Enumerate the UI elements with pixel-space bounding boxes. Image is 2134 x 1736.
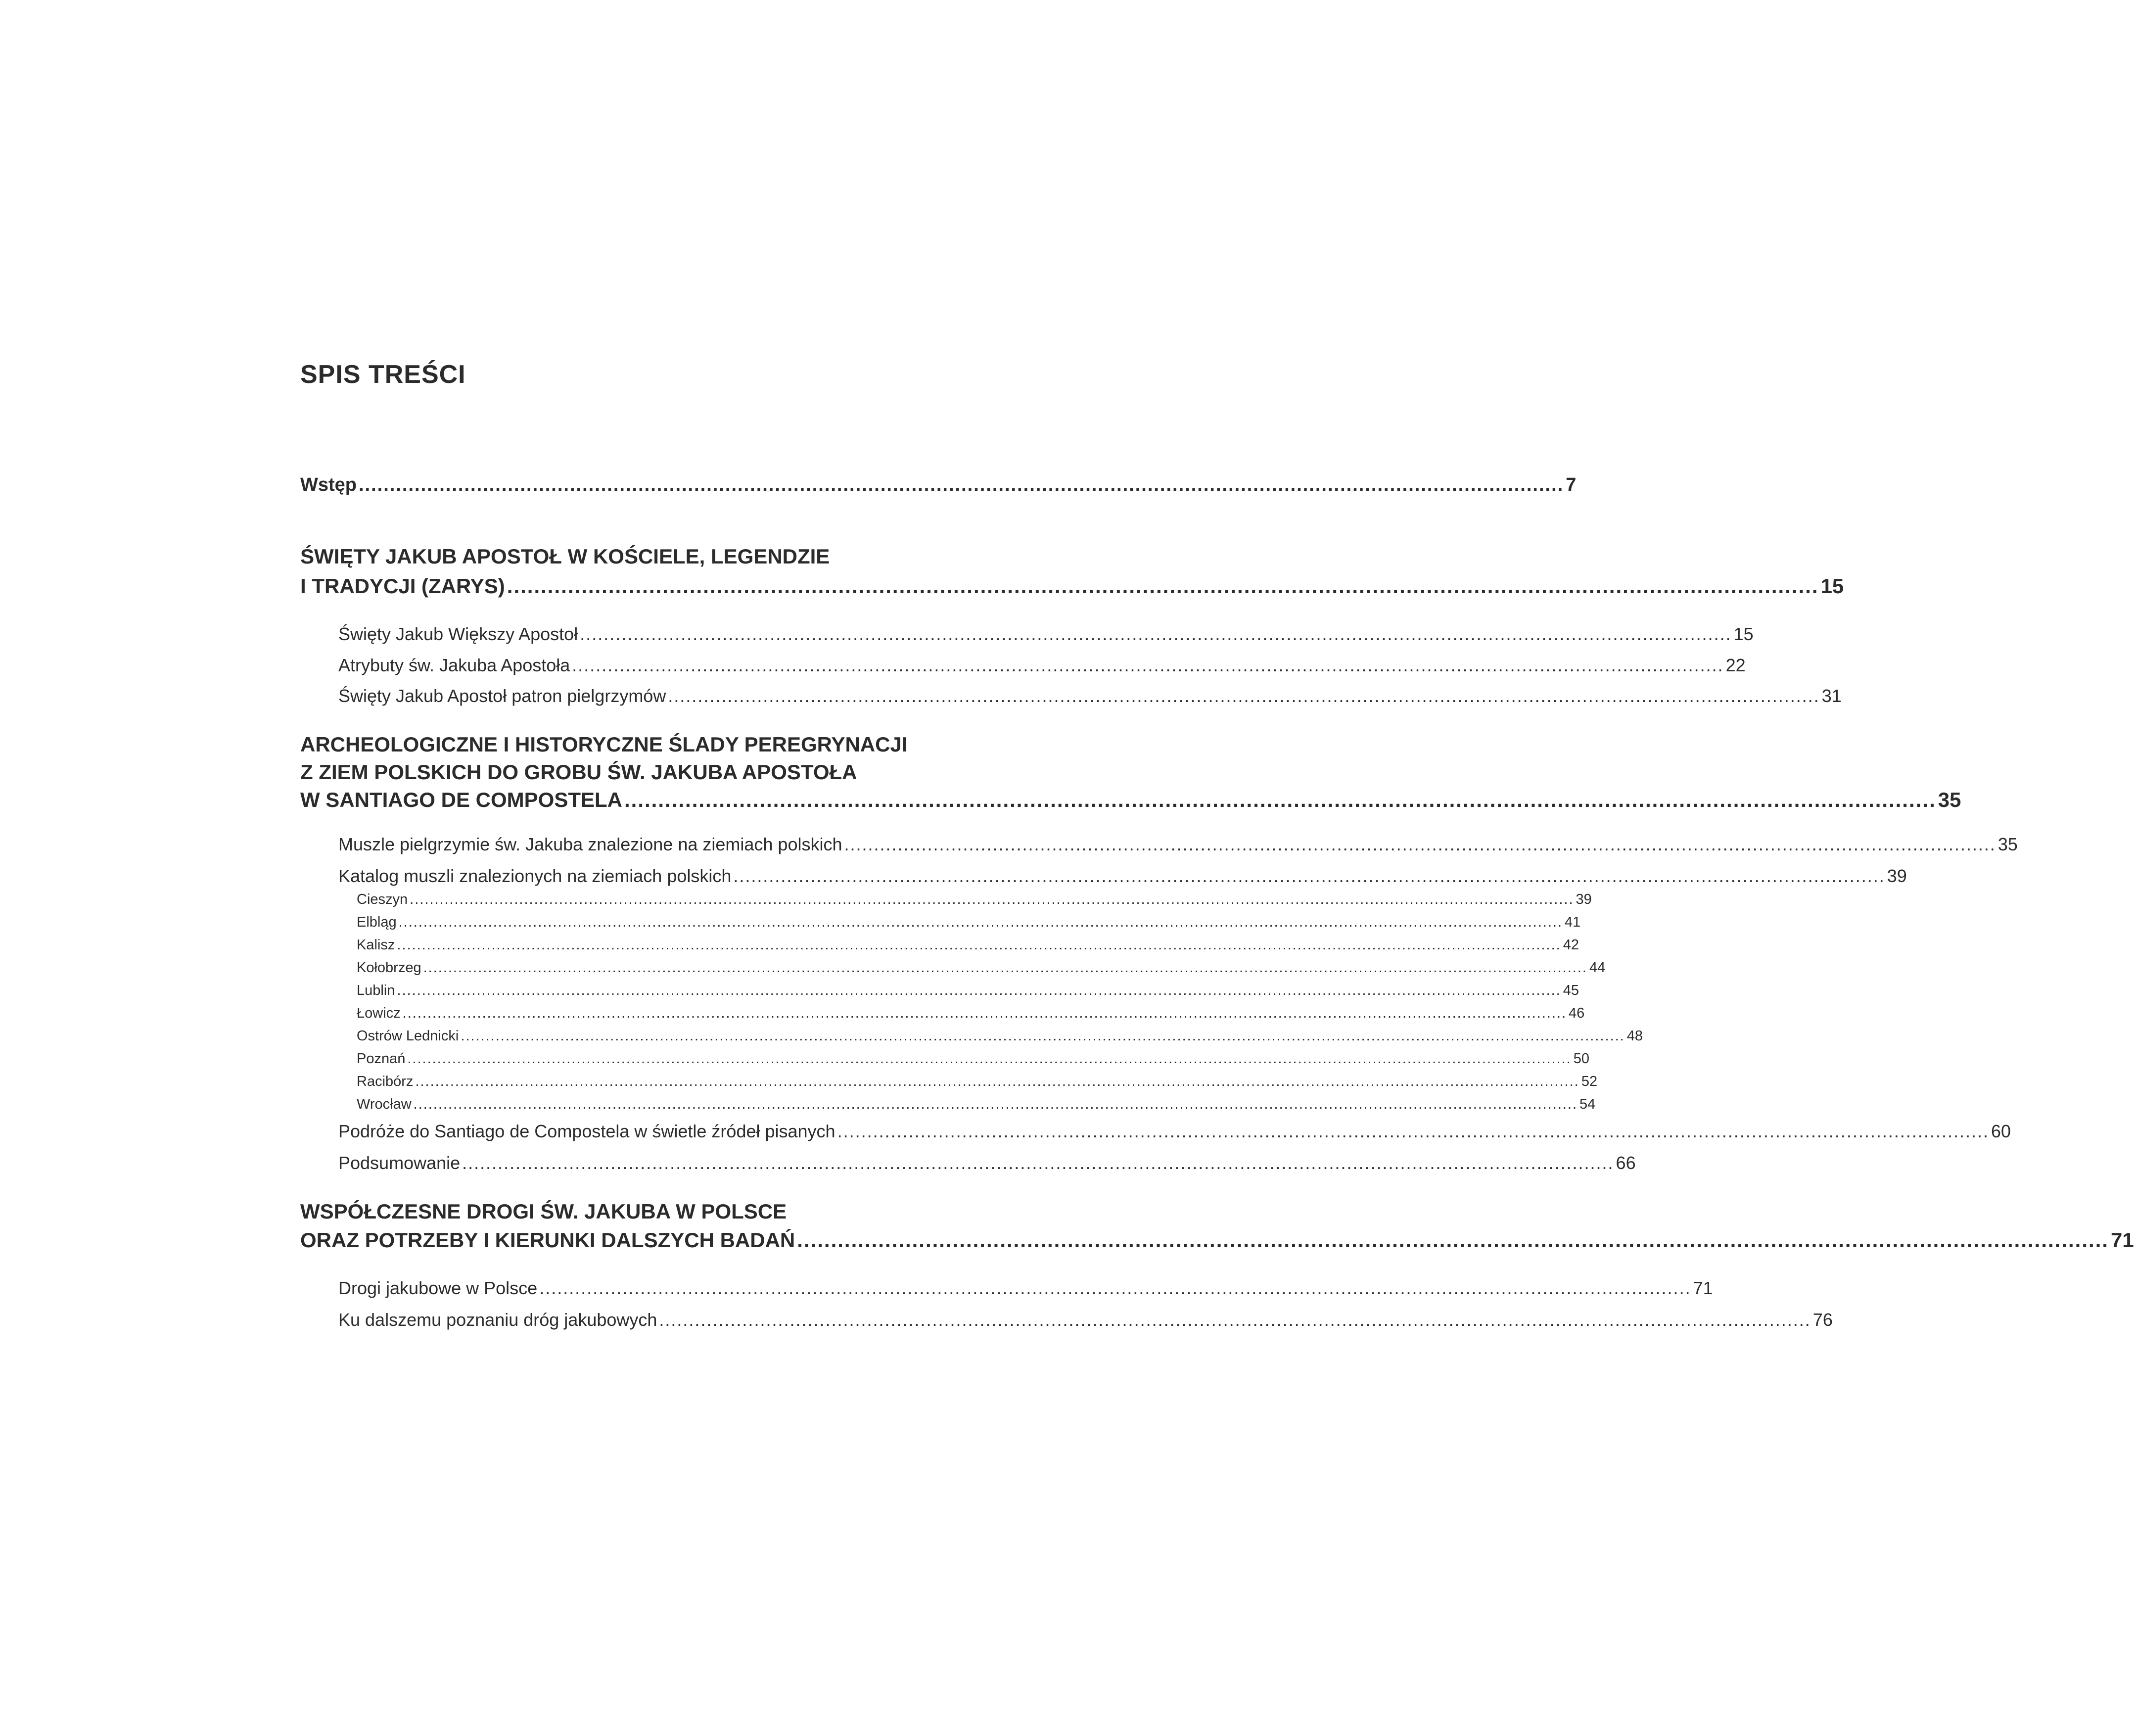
toc-entry <box>338 864 1907 889</box>
toc-page-number: 46 <box>1569 1005 1585 1021</box>
toc-subentry <box>357 935 1579 955</box>
toc-entry-label: Drogi jakubowe w Polsce <box>338 1278 538 1298</box>
toc-page-number: 22 <box>1725 655 1746 675</box>
toc-entry-label: Święty Jakub Apostoł patron pielgrzymów <box>338 686 666 706</box>
toc-subentry-label: Poznań <box>357 1051 406 1067</box>
dot-leader: .................................................................................................................................................................................................. <box>844 834 1996 854</box>
toc-entry-intro <box>300 472 1577 497</box>
dot-leader: .................................................................................................................................................................................................. <box>624 788 1936 811</box>
toc-entry <box>338 832 2018 857</box>
toc-entry-label: Wstęp <box>300 474 357 495</box>
toc-entry <box>338 684 1842 708</box>
toc-entry-label: Muszle pielgrzymie św. Jakuba znalezione na ziemiach polskich <box>338 834 842 854</box>
toc-page-number: 39 <box>1576 891 1592 907</box>
toc-entry <box>338 622 1754 647</box>
dot-leader: .................................................................................................................................................................................................. <box>659 1310 1811 1330</box>
toc-page-number: 7 <box>1566 474 1577 495</box>
section-1-heading-line-1: ŚWIĘTY JAKUB APOSTOŁ W KOŚCIELE, LEGENDZIE <box>300 545 830 568</box>
dot-leader: .......................................................................................................................................................................................................................................... <box>415 1074 1579 1089</box>
toc-subentry <box>357 912 1581 932</box>
page-title: SPIS TREŚCI <box>300 360 466 389</box>
toc-page-number: 44 <box>1589 960 1606 976</box>
toc-entry-label: Podróże do Santiago de Compostela w świetle źródeł pisanych <box>338 1121 835 1141</box>
toc-subentry-label: Ostrów Lednicki <box>357 1028 459 1044</box>
toc-page-number: 45 <box>1563 983 1579 998</box>
dot-leader: .................................................................................................................................................................................................. <box>539 1278 1691 1298</box>
dot-leader: .................................................................................................................................................................................................. <box>572 655 1724 675</box>
toc-entry <box>338 1151 1636 1175</box>
toc-page-number: 60 <box>1991 1121 2011 1141</box>
toc-page-number: 42 <box>1563 937 1579 953</box>
toc-page-number: 15 <box>1733 624 1754 644</box>
toc-entry-label: Katalog muszli znalezionych na ziemiach polskich <box>338 866 732 886</box>
toc-subentry <box>357 1072 1598 1091</box>
toc-subentry <box>357 958 1606 978</box>
toc-entry-label: Ku dalszemu poznaniu dróg jakubowych <box>338 1310 657 1330</box>
toc-page-number: 50 <box>1573 1051 1589 1067</box>
section-1-heading-last-line: I TRADYCJI (ZARYS) <box>300 574 505 598</box>
toc-page-number: 31 <box>1821 686 1842 706</box>
toc-page-number: 15 <box>1820 574 1844 598</box>
dot-leader: .......................................................................................................................................................................................................................................... <box>407 1051 1572 1067</box>
dot-leader: .................................................................................................................................................................................................. <box>797 1228 2109 1252</box>
dot-leader: .................................................................................................................................................................................................. <box>359 474 1564 495</box>
toc-entry-section-2 <box>300 785 1961 815</box>
toc-entry-label: Atrybuty św. Jakuba Apostoła <box>338 655 570 675</box>
dot-leader: .......................................................................................................................................................................................................................................... <box>413 1096 1578 1112</box>
toc-subentry-label: Kalisz <box>357 937 395 953</box>
dot-leader: .................................................................................................................................................................................................. <box>733 866 1885 886</box>
toc-entry <box>338 1119 2011 1144</box>
dot-leader: .................................................................................................................................................................................................. <box>837 1121 1989 1141</box>
toc-subentry <box>357 1094 1596 1114</box>
toc-page-number: 39 <box>1887 866 1907 886</box>
toc-page-number: 76 <box>1812 1310 1833 1330</box>
toc-subentry-label: Cieszyn <box>357 891 408 907</box>
toc-page-number: 35 <box>1997 834 2018 854</box>
toc-subentry-label: Kołobrzeg <box>357 960 421 976</box>
section-2-heading-line-1: ARCHEOLOGICZNE I HISTORYCZNE ŚLADY PEREGRYNACJI <box>300 733 908 756</box>
dot-leader: .......................................................................................................................................................................................................................................... <box>398 914 1563 930</box>
dot-leader: .................................................................................................................................................................................................. <box>462 1153 1614 1173</box>
toc-subentry-label: Wrocław <box>357 1096 412 1112</box>
toc-entry-section-1 <box>300 571 1844 601</box>
toc-subentry <box>357 981 1579 1000</box>
dot-leader: .......................................................................................................................................................................................................................................... <box>397 937 1561 953</box>
toc-subentry <box>357 1003 1585 1023</box>
toc-entry <box>338 1308 1833 1332</box>
toc-page-number: 71 <box>2111 1228 2134 1252</box>
toc-page-number: 41 <box>1565 914 1581 930</box>
section-3-heading-line-1: WSPÓŁCZESNE DROGI ŚW. JAKUBA W POLSCE <box>300 1200 787 1223</box>
dot-leader: .......................................................................................................................................................................................................................................... <box>402 1005 1567 1021</box>
toc-entry-section-3 <box>300 1225 2134 1255</box>
toc-subentry-label: Elbląg <box>357 914 397 930</box>
section-3-heading-last-line: ORAZ POTRZEBY I KIERUNKI DALSZYCH BADAŃ <box>300 1228 795 1252</box>
dot-leader: .......................................................................................................................................................................................................................................... <box>461 1028 1625 1044</box>
toc-entry <box>338 653 1746 678</box>
section-2-heading-last-line: W SANTIAGO DE COMPOSTELA <box>300 788 622 811</box>
section-2-heading-line-2: Z ZIEM POLSKICH DO GROBU ŚW. JAKUBA APOSTOŁA <box>300 760 857 784</box>
dot-leader: .......................................................................................................................................................................................................................................... <box>423 960 1587 976</box>
dot-leader: .................................................................................................................................................................................................. <box>580 624 1732 644</box>
toc-page-number: 71 <box>1693 1278 1713 1298</box>
toc-subentry-label: Łowicz <box>357 1005 401 1021</box>
dot-leader: .......................................................................................................................................................................................................................................... <box>397 983 1561 998</box>
toc-page-number: 66 <box>1616 1153 1636 1173</box>
toc-page-number: 52 <box>1581 1074 1598 1089</box>
toc-subentry <box>357 1049 1589 1069</box>
dot-leader: .................................................................................................................................................................................................. <box>507 574 1819 598</box>
toc-subentry <box>357 1026 1643 1046</box>
toc-page-number: 54 <box>1579 1096 1596 1112</box>
toc-subentry-label: Lublin <box>357 983 395 998</box>
toc-page-number: 48 <box>1626 1028 1643 1044</box>
dot-leader: .......................................................................................................................................................................................................................................... <box>410 891 1574 907</box>
toc-entry-label: Podsumowanie <box>338 1153 461 1173</box>
dot-leader: .................................................................................................................................................................................................. <box>668 686 1820 706</box>
toc-entry <box>338 1276 1713 1301</box>
toc-entry-label: Święty Jakub Większy Apostoł <box>338 624 578 644</box>
toc-subentry-label: Racibórz <box>357 1074 414 1089</box>
toc-page-number: 35 <box>1938 788 1961 811</box>
toc-subentry <box>357 890 1592 909</box>
